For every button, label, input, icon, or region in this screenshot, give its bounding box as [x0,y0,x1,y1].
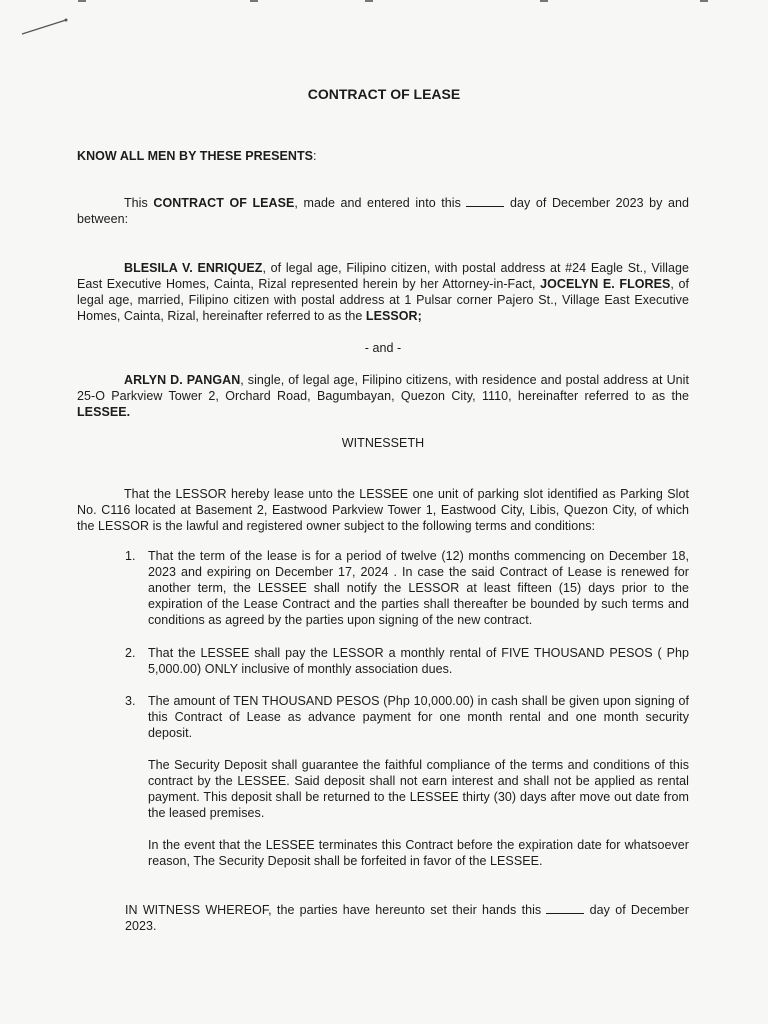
lessee-paragraph: ARLYN D. PANGAN, single, of legal age, Filipino citizens, with residence and postal address at Unit 25-O Parkview Tower 2, Orchard Road, Bagumbayan, Quezon City, 1110, hereinafter referred to as the LESSEE. [77,373,689,419]
rental-clause: That the LESSEE shall pay the LESSOR a monthly rental of FIVE THOUSAND PESOS ( Php 5,000.00) ONLY inclusive of monthly association dues. [148,646,689,676]
advance-payment-clause: The amount of TEN THOUSAND PESOS (Php 10,000.00) in cash shall be given upon signing of this Contract of Lease as advance payment for one month rental and one month security deposit. [148,694,689,740]
witnesseth-heading: WITNESSETH [341,436,425,450]
intro-paragraph: This CONTRACT OF LEASE, made and entered into this day of December 2023 by and between: [77,196,690,226]
termination-paragraph: In the event that the LESSEE terminates this Contract before the expiration date for whatsoever reason, The Security Deposit shall be forfeited in favor of the LESSEE. [148,838,689,868]
date-blank[interactable] [466,196,504,207]
term-clause: That the term of the lease is for a period of twelve (12) months commencing on December 18, 2023 and expiring on December 17, 2024 . In case the said Contract of Lease is renewed for another term, the LESSEE shall notify the LESSOR at least fifteen (15) days prior to the expiration of the Lease Contract and the parties shall thereafter be bounded by such terms and conditions as agreed by the parties upon signing of the new contract. [148,549,689,627]
preamble-paragraph: That the LESSOR hereby lease unto the LESSEE one unit of parking slot identified as Parking Slot No. C116 located at Basement 2, Eastwood Parkview Tower 1, Eastwood City, Libis, Quezon City, of which the LESSOR is the lawful and registered owner subject to the following terms and conditions: [77,487,689,533]
witness-whereof-paragraph: IN WITNESS WHEREOF, the parties have hereunto set their hands this day of December 2023. [125,903,689,933]
item-number: 2. [125,646,136,660]
page-title: CONTRACT OF LEASE [307,86,461,102]
know-all-heading: KNOW ALL MEN BY THESE PRESENTS: [77,149,317,163]
item-number: 3. [125,694,136,708]
security-deposit-paragraph: The Security Deposit shall guarantee the faithful compliance of the terms and conditions of this contract by the LESSEE. Said deposit shall not earn interest and shall not be applied as rental payment. This deposit shall be returned to the LESSEE thirty (30) days after move out date from the leased premises. [148,758,689,820]
and-separator: - and - [364,341,402,355]
lessor-paragraph: BLESILA V. ENRIQUEZ, of legal age, Filipino citizen, with postal address at #24 Eagle St., Village East Executive Homes, Cainta, Rizal represented herein by her Attorney-in-Fact, JOCELYN E. FLORES, of legal age, married, Filipino citizen with postal address at 1 Pulsar corner Pajero St., Village East Executive Homes, Cainta, Rizal, hereinafter referred to as the LESSOR; [77,261,689,323]
pen-stroke-mark [20,16,70,38]
item-number: 1. [125,549,136,563]
signing-date-blank[interactable] [546,903,584,914]
